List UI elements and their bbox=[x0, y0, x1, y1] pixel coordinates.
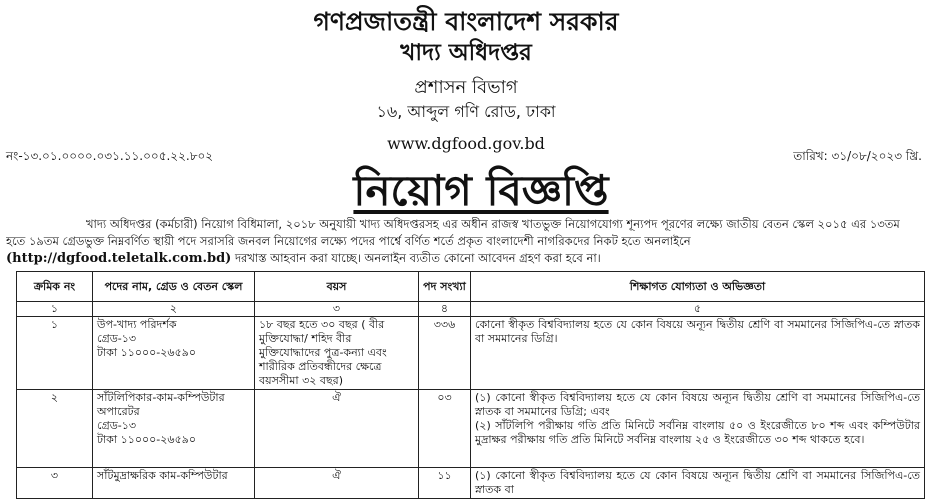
qualification-line-1: (১) কোনো স্বীকৃত বিশ্ববিদ্যালয় হতে যে কোন বিষয়ে অন্যূন দ্বিতীয় শ্রেণি বা সমমানের সিজিপিএ-তে স্নাতক বা সমমানের ডিগ্রি; এবং bbox=[475, 391, 920, 418]
row-count: ৩৩৬ bbox=[419, 317, 471, 390]
post-scale: টাকা ১১০০০-২৬৫৯০ bbox=[97, 433, 196, 446]
post-name: সাঁটলিপিকার-কাম-কম্পিউটার অপারেটর bbox=[97, 391, 225, 418]
table-row bbox=[17, 390, 925, 468]
intro-line-1: খাদ্য অধিদপ্তর (কর্মচারী) নিয়োগ বিধিমালা, ২০১৮ অনুযায়ী খাদ্য অধিদপ্তরসহ এর অধীন রাজস্ব খাতভুক্ত নিয়োগযোগ্য শূন্যপদ পূরণের লক্ষ্যে জাতীয় বেতন স্কেল ২০১৫ এর ১৩তম bbox=[86, 217, 900, 231]
index-cell: ৩ bbox=[255, 302, 419, 317]
website-link[interactable]: www.dgfood.gov.bd bbox=[387, 134, 545, 153]
table-row bbox=[17, 468, 925, 499]
row-qualification bbox=[471, 390, 925, 468]
post-grade: গ্রেড-১৩ bbox=[97, 419, 137, 432]
intro-line-2: হতে ১৯তম গ্রেডভুক্ত নিম্নবর্ণিত স্থায়ী পদে সরাসরি জনবল নিয়োগের লক্ষ্যে পদের পার্শ্বে বর্ণিত শর্তে প্রকৃত বাংলাদেশী নাগরিকদের নিকট হতে অনলাইনে bbox=[6, 234, 691, 248]
qualification-line-2: (২) সাঁটলিপি পরীক্ষায় গতি প্রতি মিনিটে সর্বনিম্ন বাংলায় ৫০ ও ইংরেজীতে ৮০ শব্দ এবং কম্পিউটার মুদ্রাক্ষর পরীক্ষায় গতি প্রতি মিনিটে সর্বনিম্ন বাংলায় ২৫ ও ইংরেজীতে ৩০ শব্দ থাকতে হবে। bbox=[475, 419, 920, 446]
row-serial: ৩ bbox=[17, 468, 93, 499]
row-count: ০৩ bbox=[419, 390, 471, 468]
department-heading: খাদ্য অধিদপ্তর bbox=[400, 40, 532, 66]
row-age: ১৮ বছর হতে ৩০ বছর ( বীর মুক্তিযোদ্ধা/ শহিদ বীর মুক্তিযোদ্ধাদের পুত্র-কন্যা এবং শারীরিক প্রতিবন্ধীদের ক্ষেত্রে বয়সসীমা ৩২ বছর) bbox=[255, 317, 419, 390]
row-serial: ২ bbox=[17, 390, 93, 468]
row-post bbox=[93, 390, 255, 468]
division-heading: প্রশাসন বিভাগ bbox=[414, 77, 518, 98]
reference-number: নং-১৩.০১.০০০০.০৩১.১১.০০৫.২২.৮০২ bbox=[6, 149, 214, 163]
table-index-row bbox=[17, 302, 925, 317]
office-address: ১৬, আব্দুল গণি রোড, ঢাকা bbox=[376, 102, 556, 121]
header-count: পদ সংখ্যা bbox=[419, 272, 471, 302]
row-age: ঐ bbox=[255, 468, 419, 499]
row-post bbox=[93, 317, 255, 390]
header-age: বয়স bbox=[255, 272, 419, 302]
row-qualification bbox=[471, 317, 925, 390]
index-cell: ৪ bbox=[419, 302, 471, 317]
row-age: ঐ bbox=[255, 390, 419, 468]
table-row bbox=[17, 317, 925, 390]
application-url-link[interactable]: (http://dgfood.teletalk.com.bd) bbox=[6, 251, 232, 266]
intro-line-3 bbox=[6, 250, 924, 267]
header-qualification: শিক্ষাগত যোগ্যতা ও অভিজ্ঞতা bbox=[471, 272, 925, 302]
table-header-row bbox=[17, 272, 925, 302]
post-name: সাঁটমুদ্রাক্ষরিক কাম-কম্পিউটার bbox=[97, 469, 228, 482]
row-post bbox=[93, 468, 255, 499]
index-cell: ২ bbox=[93, 302, 255, 317]
qualification-line-1: কোনো স্বীকৃত বিশ্ববিদ্যালয় হতে যে কোন বিষয়ে অন্যূন দ্বিতীয় শ্রেণি বা সমমানের সিজিপিএ-তে স্নাতক বা সমমানের ডিগ্রি। bbox=[475, 318, 920, 345]
index-cell: ১ bbox=[17, 302, 93, 317]
header-serial: ক্রমিক নং bbox=[17, 272, 93, 302]
qualification-line-1: (১) কোনো স্বীকৃত বিশ্ববিদ্যালয় হতে যে কোন বিষয়ে অন্যূন দ্বিতীয় শ্রেণি বা সমমানের সিজিপিএ-তে স্নাতক বা bbox=[475, 469, 920, 496]
index-cell: ৫ bbox=[471, 302, 925, 317]
vacancy-table bbox=[16, 271, 925, 499]
intro-line-3-text: দরখাস্ত আহবান করা যাচ্ছে। অনলাইন ব্যতীত কোনো আবেদন গ্রহণ করা হবে না। bbox=[231, 251, 601, 265]
post-name: উপ-খাদ্য পরিদর্শক bbox=[97, 318, 177, 331]
government-heading: গণপ্রজাতন্ত্রী বাংলাদেশ সরকার bbox=[313, 7, 619, 36]
header-post: পদের নাম, গ্রেড ও বেতন স্কেল bbox=[93, 272, 255, 302]
post-scale: টাকা ১১০০০-২৬৫৯০ bbox=[97, 346, 196, 359]
issue-date: তারিখ: ৩১/০৮/২০২৩ খ্রি. bbox=[793, 149, 922, 163]
row-qualification bbox=[471, 468, 925, 499]
row-serial: ১ bbox=[17, 317, 93, 390]
post-grade: গ্রেড-১৩ bbox=[97, 332, 137, 345]
row-count: ১১ bbox=[419, 468, 471, 499]
notice-title: নিয়োগ বিজ্ঞপ্তি bbox=[353, 166, 609, 215]
